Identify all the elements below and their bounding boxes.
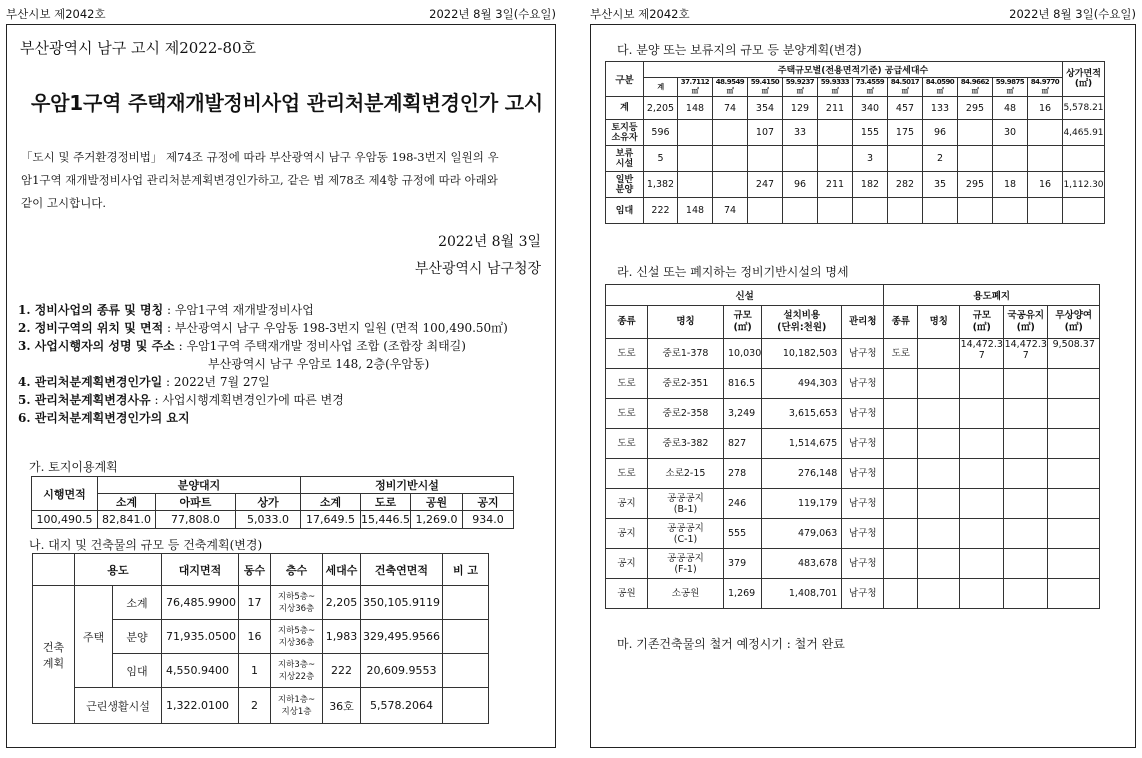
table-cell: [1048, 459, 1100, 489]
list-item: [18, 409, 508, 427]
table-cell: 18: [993, 172, 1028, 198]
table-cell: 74: [713, 97, 748, 120]
table-cell: 남구청: [842, 429, 884, 459]
table-cell: 222: [644, 198, 678, 224]
table-cell: [271, 620, 323, 654]
land-use-table: [31, 476, 514, 529]
col-header: [33, 554, 75, 586]
table-cell: 77,808.0: [156, 511, 236, 529]
table-cell: 175: [888, 120, 923, 146]
list-item: [18, 337, 508, 355]
col-header: 소계: [301, 494, 361, 511]
body-line: 「도시 및 주거환경정비법」 제74조 규정에 따라 부산광역시 남구 우암동 198-3번지 일원의 우: [21, 150, 499, 164]
table-cell: 도로: [606, 459, 648, 489]
col-header: 84.0590㎡: [923, 78, 958, 97]
table-cell: [818, 198, 853, 224]
left-page: [0, 0, 562, 758]
item-label: 6. 관리처분계획변경인가의 요지: [18, 411, 190, 425]
col-header: 설치비용 (단위:천원): [762, 306, 842, 339]
col-header: 규모 (㎡): [960, 306, 1004, 339]
table-cell: 소로2-15: [648, 459, 724, 489]
table-cell: [271, 654, 323, 688]
table-cell: 76,485.9900: [162, 586, 239, 620]
floor-text: 지하5층~: [277, 591, 316, 602]
page-header: [590, 6, 1136, 22]
table-cell: 96: [923, 120, 958, 146]
col-header: 73.4559㎡: [853, 78, 888, 97]
table-cell: 공원: [606, 579, 648, 609]
col-header: 종류: [884, 306, 918, 339]
table-cell: 17,649.5: [301, 511, 361, 529]
table-cell: 4,465.91: [1063, 120, 1105, 146]
table-cell: 457: [888, 97, 923, 120]
page-header: [6, 6, 556, 22]
table-cell: [888, 198, 923, 224]
table-cell: 5,578.21: [1063, 97, 1105, 120]
table-cell: 934.0: [462, 511, 513, 529]
col-header: 관리청: [842, 306, 884, 339]
table-cell: [960, 429, 1004, 459]
col-header: 84.5017㎡: [888, 78, 923, 97]
col-header: 비 고: [443, 554, 489, 586]
item-value: 부산광역시 남구 우암로 148, 2층(우암동): [208, 357, 430, 371]
col-header: 공지: [462, 494, 513, 511]
table-cell: [1048, 429, 1100, 459]
row-group: [33, 586, 75, 724]
table-cell: [713, 146, 748, 172]
table-cell: 155: [853, 120, 888, 146]
table-cell: 246: [724, 489, 762, 519]
table-cell: 48: [993, 97, 1028, 120]
table-cell: [1004, 429, 1048, 459]
table-cell: [958, 198, 993, 224]
table-cell: [958, 146, 993, 172]
col-header: 규모 (㎡): [724, 306, 762, 339]
table-cell: [271, 688, 323, 724]
table-cell: [678, 172, 713, 198]
col-header: 아파트: [156, 494, 236, 511]
table-cell: 827: [724, 429, 762, 459]
table-cell: 555: [724, 519, 762, 549]
table-cell: 100,490.5: [32, 511, 98, 529]
table-cell: 148: [678, 198, 713, 224]
col-header: 정비기반시설: [301, 477, 514, 494]
table-cell: 211: [818, 172, 853, 198]
table-cell: [1028, 120, 1063, 146]
row-label: 근린생활시설: [75, 688, 162, 724]
item-label: 2. 정비구역의 위치 및 면적: [18, 321, 164, 335]
table-cell: 17: [239, 586, 271, 620]
table-cell: [713, 172, 748, 198]
table-cell: [918, 489, 960, 519]
table-cell: [918, 429, 960, 459]
table-cell: [993, 146, 1028, 172]
table-cell: 1,112.30: [1063, 172, 1105, 198]
gazette-number: 부산시보 제2042호: [590, 7, 690, 21]
item-label: 5. 관리처분계획변경사유: [18, 393, 151, 407]
right-page: [584, 0, 1142, 758]
section-land-use: 가. 토지이용계획: [29, 460, 118, 474]
table-cell: [884, 549, 918, 579]
col-header: 용도: [75, 554, 162, 586]
table-cell: [960, 459, 1004, 489]
table-cell: 295: [958, 97, 993, 120]
table-cell: 남구청: [842, 459, 884, 489]
table-cell: [1004, 549, 1048, 579]
table-cell: 350,105.9119: [361, 586, 443, 620]
table-cell: 5,033.0: [236, 511, 301, 529]
table-cell: 222: [323, 654, 361, 688]
table-cell: 2: [923, 146, 958, 172]
col-header: 상가: [236, 494, 301, 511]
floor-text: 지상36층: [278, 637, 315, 648]
table-cell: [678, 120, 713, 146]
table-cell: [748, 198, 783, 224]
table-cell: [1048, 399, 1100, 429]
col-header: 명칭: [918, 306, 960, 339]
item-list: [18, 301, 508, 427]
table-cell: 공지: [606, 549, 648, 579]
col-header: 신설: [606, 285, 884, 306]
table-cell: 2,205: [323, 586, 361, 620]
table-cell: [443, 654, 489, 688]
gazette-date: 2022년 8월 3일(수요일): [429, 7, 556, 21]
sales-plan-table: [605, 61, 1105, 224]
table-cell: 282: [888, 172, 923, 198]
col-header: 59.9333㎡: [818, 78, 853, 97]
table-cell: 1,408,701: [762, 579, 842, 609]
section-demolition: 마. 기존건축물의 철거 예정시기 : 철거 완료: [617, 637, 845, 651]
table-cell: [1048, 519, 1100, 549]
table-cell: 2,205: [644, 97, 678, 120]
floor-text: 지하5층~: [277, 625, 316, 636]
body-line: 암1구역 재개발정비사업 관리처분계획변경인가하고, 같은 법 제78조 제4항 규정에 따라 아래와: [21, 173, 498, 187]
col-header: 계: [644, 78, 678, 97]
col-header: 구분: [606, 62, 644, 97]
notice-number: 부산광역시 남구 고시 제2022-80호: [20, 39, 257, 57]
table-cell: 공공공지 (B-1): [648, 489, 724, 519]
table-cell: [884, 369, 918, 399]
group-label: 건축 계획: [42, 640, 65, 670]
table-cell: 129: [783, 97, 818, 120]
item-label: 3. 사업시행자의 성명 및 주소: [18, 339, 175, 353]
table-cell: 816.5: [724, 369, 762, 399]
table-cell: 74: [713, 198, 748, 224]
table-cell: 5: [644, 146, 678, 172]
table-cell: [884, 519, 918, 549]
table-cell: 107: [748, 120, 783, 146]
table-cell: [1048, 489, 1100, 519]
table-cell: [818, 120, 853, 146]
table-cell: 중로2-351: [648, 369, 724, 399]
notice-title: 우암1구역 주택재개발정비사업 관리처분계획변경인가 고시: [31, 91, 544, 115]
page-frame: [6, 24, 556, 748]
table-cell: [960, 549, 1004, 579]
table-cell: [1004, 459, 1048, 489]
table-cell: 도로: [606, 399, 648, 429]
table-cell: 4,550.9400: [162, 654, 239, 688]
page-frame: [590, 24, 1136, 748]
table-cell: [918, 579, 960, 609]
floor-text: 지하1층~: [277, 694, 316, 705]
col-header: 무상양여 (㎡): [1048, 306, 1100, 339]
table-cell: 16: [1028, 97, 1063, 120]
table-cell: [853, 198, 888, 224]
table-cell: 16: [239, 620, 271, 654]
table-cell: 33: [783, 120, 818, 146]
row-group: 주택: [75, 586, 113, 688]
table-cell: 483,678: [762, 549, 842, 579]
table-cell: 36호: [323, 688, 361, 724]
table-cell: 494,303: [762, 369, 842, 399]
col-header: 상가면적 (㎡): [1063, 62, 1105, 97]
table-cell: 295: [958, 172, 993, 198]
table-cell: 379: [724, 549, 762, 579]
table-cell: 2: [239, 688, 271, 724]
row-label: 임대: [113, 654, 162, 688]
table-cell: 1,983: [323, 620, 361, 654]
table-cell: [918, 399, 960, 429]
floor-text: 지상36층: [278, 603, 315, 614]
table-cell: [443, 688, 489, 724]
body-line: 같이 고시합니다.: [21, 196, 107, 210]
table-cell: [888, 146, 923, 172]
table-cell: 30: [993, 120, 1028, 146]
table-cell: 중로2-358: [648, 399, 724, 429]
table-cell: 9,508.37: [1048, 339, 1100, 369]
table-cell: [1004, 519, 1048, 549]
table-cell: 남구청: [842, 339, 884, 369]
table-cell: 도로: [884, 339, 918, 369]
table-cell: 15,446.5: [361, 511, 411, 529]
table-cell: 1,382: [644, 172, 678, 198]
notice-body: [21, 146, 499, 215]
building-plan-table: [32, 553, 489, 724]
table-cell: 1,322.0100: [162, 688, 239, 724]
table-cell: 도로: [606, 429, 648, 459]
list-item: [18, 301, 508, 319]
table-cell: 16: [1028, 172, 1063, 198]
item-label: 1. 정비사업의 종류 및 명칭: [18, 303, 164, 317]
col-header: 건축연면적: [361, 554, 443, 586]
table-cell: [918, 339, 960, 369]
col-header: 공원: [410, 494, 462, 511]
item-label: 4. 관리처분계획변경인가일: [18, 375, 163, 389]
row-label: 소계: [113, 586, 162, 620]
table-cell: [918, 459, 960, 489]
gazette-date: 2022년 8월 3일(수요일): [1009, 7, 1136, 21]
table-cell: 1,269: [724, 579, 762, 609]
item-value: : 사업시행계획변경인가에 따른 변경: [150, 393, 344, 407]
col-header: 소계: [98, 494, 156, 511]
table-cell: 남구청: [842, 399, 884, 429]
table-cell: 211: [818, 97, 853, 120]
table-cell: [271, 586, 323, 620]
table-cell: 공지: [606, 489, 648, 519]
table-cell: 남구청: [842, 489, 884, 519]
notice-signer: 부산광역시 남구청장: [414, 261, 541, 277]
table-cell: 중로1-378: [648, 339, 724, 369]
table-cell: 3,249: [724, 399, 762, 429]
col-header: 59.9875㎡: [993, 78, 1028, 97]
col-header: 도로: [361, 494, 411, 511]
gazette-number: 부산시보 제2042호: [6, 7, 106, 21]
table-cell: 3,615,653: [762, 399, 842, 429]
table-cell: 276,148: [762, 459, 842, 489]
table-cell: 도로: [606, 369, 648, 399]
table-cell: [884, 489, 918, 519]
row-label: 토지등 소유자: [606, 120, 644, 146]
table-cell: 20,609.9553: [361, 654, 443, 688]
list-item: [18, 355, 508, 373]
table-cell: [918, 369, 960, 399]
col-header: 용도폐지: [884, 285, 1100, 306]
table-cell: 329,495.9566: [361, 620, 443, 654]
table-cell: [1063, 146, 1105, 172]
table-cell: [960, 489, 1004, 519]
table-cell: 공공공지 (F-1): [648, 549, 724, 579]
row-label: 일반 분양: [606, 172, 644, 198]
table-cell: 354: [748, 97, 783, 120]
infra-table: [605, 284, 1100, 609]
col-header: 동수: [239, 554, 271, 586]
table-cell: 596: [644, 120, 678, 146]
section-sales-plan: 다. 분양 또는 보류지의 규모 등 분양계획(변경): [617, 43, 862, 57]
table-cell: 1,269.0: [410, 511, 462, 529]
table-cell: [1048, 579, 1100, 609]
list-item: [18, 373, 508, 391]
table-cell: [1048, 369, 1100, 399]
table-cell: [818, 146, 853, 172]
table-cell: 82,841.0: [98, 511, 156, 529]
table-cell: 중로3-382: [648, 429, 724, 459]
col-header: 세대수: [323, 554, 361, 586]
row-label: 계: [606, 97, 644, 120]
item-value: : 우암1구역 주택재개발 정비사업 조합 (조합장 최태길): [174, 339, 466, 353]
table-cell: 3: [853, 146, 888, 172]
col-header: 분양대지: [98, 477, 301, 494]
table-cell: [884, 579, 918, 609]
table-cell: [748, 146, 783, 172]
table-cell: 35: [923, 172, 958, 198]
table-cell: 479,063: [762, 519, 842, 549]
notice-date: 2022년 8월 3일: [438, 234, 541, 250]
col-header: 종류: [606, 306, 648, 339]
list-item: [18, 391, 508, 409]
table-cell: 5,578.2064: [361, 688, 443, 724]
table-cell: 148: [678, 97, 713, 120]
item-value: : 우암1구역 재개발정비사업: [163, 303, 314, 317]
col-header: 대지면적: [162, 554, 239, 586]
table-cell: [1063, 198, 1105, 224]
table-cell: 182: [853, 172, 888, 198]
table-cell: [1048, 549, 1100, 579]
col-header: 59.9237㎡: [783, 78, 818, 97]
table-cell: [960, 369, 1004, 399]
table-cell: 278: [724, 459, 762, 489]
col-header: 37.7112㎡: [678, 78, 713, 97]
col-header: 84.9770㎡: [1028, 78, 1063, 97]
table-cell: 1: [239, 654, 271, 688]
table-cell: [1028, 146, 1063, 172]
table-cell: [443, 620, 489, 654]
col-header: 주택규모별(전용면적기준) 공급세대수: [644, 62, 1063, 78]
table-cell: 공공공지 (C-1): [648, 519, 724, 549]
table-cell: 남구청: [842, 369, 884, 399]
table-cell: [923, 198, 958, 224]
col-header: 층수: [271, 554, 323, 586]
table-cell: [678, 146, 713, 172]
table-cell: [960, 519, 1004, 549]
table-cell: [1004, 579, 1048, 609]
col-header: 59.4150㎡: [748, 78, 783, 97]
table-cell: [884, 399, 918, 429]
table-cell: [783, 198, 818, 224]
col-header: 84.9662㎡: [958, 78, 993, 97]
section-building: 나. 대지 및 건축물의 규모 등 건축계획(변경): [29, 538, 263, 552]
item-value: : 부산광역시 남구 우암동 198-3번지 일원 (면적 100,490.50㎡): [163, 321, 508, 335]
table-cell: 119,179: [762, 489, 842, 519]
table-cell: [884, 459, 918, 489]
table-cell: [1028, 198, 1063, 224]
col-header: 48.9549㎡: [713, 78, 748, 97]
table-cell: 공지: [606, 519, 648, 549]
table-cell: [960, 399, 1004, 429]
table-cell: 도로: [606, 339, 648, 369]
table-cell: [1004, 489, 1048, 519]
row-label: 분양: [113, 620, 162, 654]
col-header: 명칭: [648, 306, 724, 339]
list-item: [18, 319, 508, 337]
table-cell: [713, 120, 748, 146]
table-cell: 71,935.0500: [162, 620, 239, 654]
table-cell: 96: [783, 172, 818, 198]
floor-text: 지하3층~: [277, 659, 316, 670]
floor-text: 지상1층: [281, 706, 312, 717]
section-infra: 라. 신설 또는 폐지하는 정비기반시설의 명세: [617, 265, 849, 279]
table-cell: [958, 120, 993, 146]
table-cell: [1004, 399, 1048, 429]
table-cell: [993, 198, 1028, 224]
floor-text: 지상22층: [278, 671, 315, 682]
table-cell: 10,182,503: [762, 339, 842, 369]
table-cell: [1004, 369, 1048, 399]
table-cell: 247: [748, 172, 783, 198]
table-cell: 남구청: [842, 579, 884, 609]
table-cell: [918, 549, 960, 579]
item-value: : 2022년 7월 27일: [162, 375, 270, 389]
table-cell: [884, 429, 918, 459]
table-cell: [960, 579, 1004, 609]
table-cell: [443, 586, 489, 620]
table-cell: 14,472.3 7: [1004, 339, 1048, 369]
col-header: 시행면적: [32, 477, 98, 511]
table-cell: 남구청: [842, 519, 884, 549]
table-cell: 남구청: [842, 549, 884, 579]
table-cell: 10,030: [724, 339, 762, 369]
table-cell: 1,514,675: [762, 429, 842, 459]
table-cell: 14,472.3 7: [960, 339, 1004, 369]
row-label: 보류 시설: [606, 146, 644, 172]
table-cell: [783, 146, 818, 172]
row-label: 임대: [606, 198, 644, 224]
table-cell: 소공원: [648, 579, 724, 609]
table-cell: 133: [923, 97, 958, 120]
col-header: 국공유지 (㎡): [1004, 306, 1048, 339]
table-cell: 340: [853, 97, 888, 120]
table-cell: [918, 519, 960, 549]
